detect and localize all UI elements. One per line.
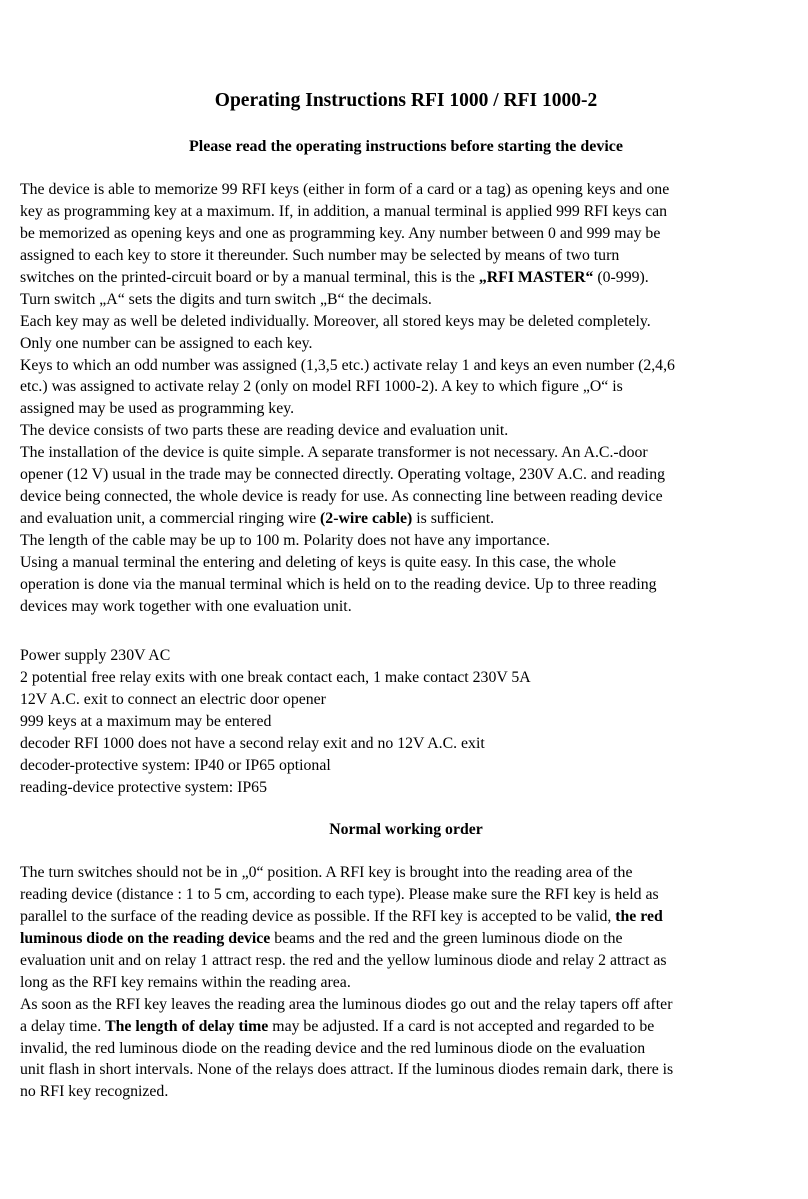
text-segment: The installation of the device is quite simple. A separate transformer is not necessary. An A.C.-door: [20, 444, 648, 462]
text-line: [20, 972, 792, 994]
text-line: [20, 442, 792, 464]
text-segment: invalid, the red luminous diode on the reading device and the red luminous diode on the evaluation: [20, 1039, 646, 1057]
specification-list: [20, 645, 792, 799]
text-line: [20, 552, 792, 574]
text-line: [20, 201, 792, 223]
bold-text: luminous diode on the reading device: [20, 929, 271, 947]
text-segment: and evaluation unit, a commercial ringing wire: [20, 510, 321, 528]
document-title: Operating Instructions RFI 1000 / RFI 1000-2: [214, 90, 598, 111]
intro-paragraphs: [20, 179, 792, 618]
text-line: [20, 1059, 792, 1081]
text-line: [20, 355, 792, 377]
text-segment: The turn switches should not be in „0“ position. A RFI key is brought into the reading area of the: [20, 864, 633, 881]
text-segment: beams and the red and the green luminous diode on the: [270, 929, 623, 947]
text-segment: assigned to each key to store it thereunder. Such number may be selected by means of two turn: [20, 246, 620, 264]
text-segment: opener (12 V) usual in the trade may be connected directly. Operating voltage, 230V A.C. and reading: [20, 466, 665, 484]
text-line: [20, 376, 792, 398]
text-segment: The device consists of two parts these are reading device and evaluation unit.: [20, 422, 509, 440]
text-line: [20, 486, 792, 508]
bold-text: (2-wire cable): [320, 510, 413, 528]
text-line: [20, 333, 792, 355]
text-line: [20, 245, 792, 267]
text-line: [20, 906, 792, 928]
text-segment: evaluation unit and on relay 1 attract resp. the red and the yellow luminous diode and relay 2 attract as: [20, 951, 667, 969]
text-segment: Turn switch „A“ sets the digits and turn switch „B“ the decimals.: [20, 290, 432, 308]
text-segment: As soon as the RFI key leaves the reading area the luminous diodes go out and the relay tapers off after: [20, 995, 673, 1013]
text-segment: Each key may as well be deleted individually. Moreover, all stored keys may be deleted completely.: [20, 312, 651, 330]
text-segment: 999 keys at a maximum may be entered: [20, 712, 272, 730]
section-title-normal-working-order: Normal working order: [329, 821, 483, 838]
text-line: [20, 508, 792, 530]
text-line: [20, 311, 792, 333]
text-segment: a delay time.: [20, 1017, 106, 1035]
text-line: [20, 950, 792, 972]
text-segment: long as the RFI key remains within the reading area.: [20, 973, 351, 991]
text-line: [20, 1081, 792, 1103]
text-line: [20, 862, 792, 884]
text-line: [20, 667, 792, 689]
text-segment: 2 potential free relay exits with one break contact each, 1 make contact 230V 5A: [20, 668, 531, 686]
text-line: [20, 884, 792, 906]
text-line: [20, 645, 792, 667]
text-line: [20, 267, 792, 289]
text-line: [20, 596, 792, 618]
text-line: [20, 733, 792, 755]
text-line: [20, 928, 792, 950]
text-line: [20, 1038, 792, 1060]
text-line: [20, 689, 792, 711]
text-segment: assigned may be used as programming key.: [20, 400, 295, 418]
text-line: [20, 420, 792, 442]
text-segment: Only one number can be assigned to each key.: [20, 334, 313, 352]
text-segment: 12V A.C. exit to connect an electric door opener: [20, 690, 326, 708]
text-line: [20, 755, 792, 777]
text-line: [20, 464, 792, 486]
text-line: [20, 179, 792, 201]
text-segment: switches on the printed-circuit board or by a manual terminal, this is the: [20, 268, 479, 286]
text-segment: (0-999).: [593, 268, 649, 286]
text-segment: devices may work together with one evaluation unit.: [20, 597, 352, 615]
text-segment: Keys to which an odd number was assigned (1,3,5 etc.) activate relay 1 and keys an even number (2,4,6: [20, 356, 675, 374]
text-segment: reading device (distance : 1 to 5 cm, according to each type). Please make sure the RFI key is held as: [20, 885, 659, 903]
text-segment: be memorized as opening keys and one as programming key. Any number between 0 and 999 may be: [20, 224, 661, 242]
text-segment: operation is done via the manual terminal which is held on to the reading device. Up to three reading: [20, 575, 657, 593]
bold-text: the red: [615, 907, 663, 925]
text-line: [20, 398, 792, 420]
text-segment: reading-device protective system: IP65: [20, 778, 267, 796]
text-segment: Power supply 230V AC: [20, 647, 171, 664]
text-segment: The device is able to memorize 99 RFI keys (either in form of a card or a tag) as opening keys and one: [20, 181, 670, 198]
text-segment: may be adjusted. If a card is not accepted and regarded to be: [268, 1017, 655, 1035]
text-line: [20, 574, 792, 596]
text-segment: is sufficient.: [412, 510, 495, 528]
text-segment: decoder-protective system: IP40 or IP65 optional: [20, 756, 331, 774]
text-segment: no RFI key recognized.: [20, 1083, 169, 1101]
bold-text: The length of delay time: [105, 1017, 269, 1035]
document-subtitle: Please read the operating instructions before starting the device: [188, 138, 623, 155]
working-order-paragraphs: [20, 862, 792, 1103]
text-line: [20, 530, 792, 552]
text-segment: unit flash in short intervals. None of the relays does attract. If the luminous diodes remain dark, there is: [20, 1061, 674, 1079]
text-segment: etc.) was assigned to activate relay 2 (only on model RFI 1000-2). A key to which figure „O“ is: [20, 378, 623, 396]
text-line: [20, 711, 792, 733]
text-segment: The length of the cable may be up to 100 m. Polarity does not have any importance.: [20, 532, 550, 549]
text-line: [20, 994, 792, 1016]
text-line: [20, 1016, 792, 1038]
text-line: [20, 777, 792, 799]
text-line: [20, 223, 792, 245]
text-segment: parallel to the surface of the reading device as possible. If the RFI key is accepted to be valid,: [20, 907, 616, 925]
bold-text: „RFI MASTER“: [478, 268, 594, 286]
text-segment: decoder RFI 1000 does not have a second relay exit and no 12V A.C. exit: [20, 734, 485, 752]
text-segment: device being connected, the whole device is ready for use. As connecting line between reading device: [20, 488, 663, 506]
text-segment: key as programming key at a maximum. If, in addition, a manual terminal is applied 999 RFI keys can: [20, 202, 668, 220]
text-line: [20, 289, 792, 311]
text-segment: Using a manual terminal the entering and deleting of keys is quite easy. In this case, the whole: [20, 553, 617, 571]
